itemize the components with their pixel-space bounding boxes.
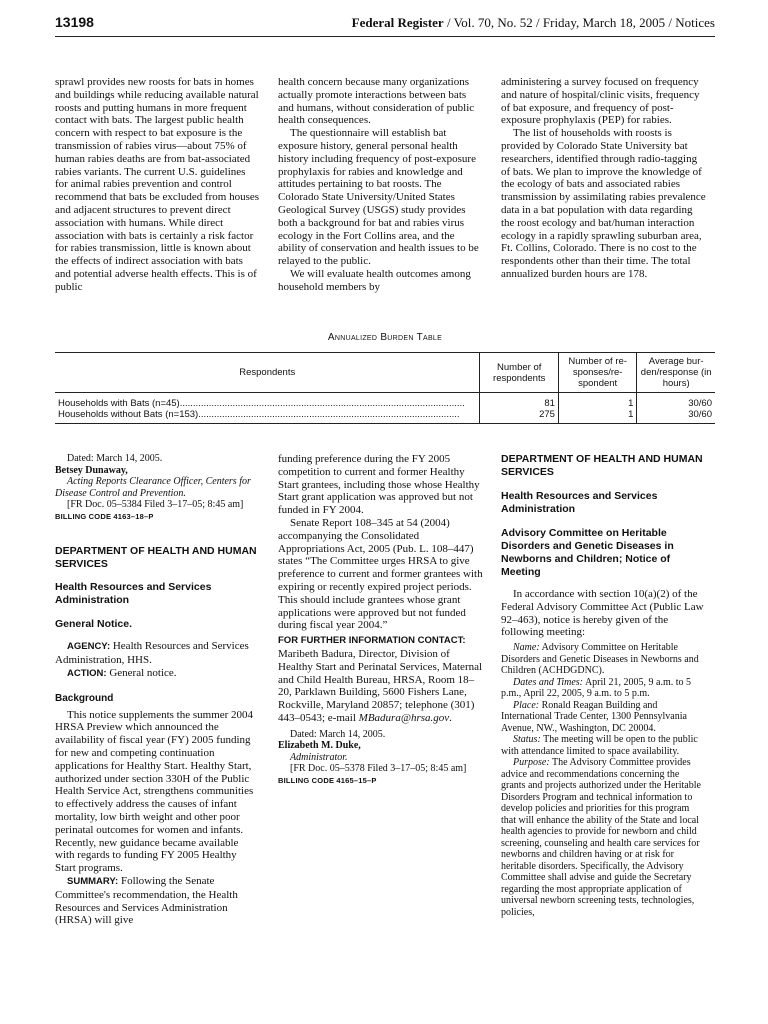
issue-details: / Vol. 70, No. 52 / Friday, March 18, 2005 / Notices (443, 15, 715, 30)
lower-column-3 (501, 453, 706, 918)
place-line: Place: Ronald Reagan Building and International Trade Center, 1300 Pennsylvania Avenue, NW., Washington, DC 20004. (501, 699, 687, 734)
paragraph: health concern because many organizations actually promote interactions between bats and humans, without consideration of public health consequences. (278, 76, 475, 127)
dated-line: Dated: March 14, 2005. (290, 728, 386, 740)
dated-line: Dated: March 14, 2005. (67, 453, 163, 464)
dates-line: Dates and Times: April 21, 2005, 9 a.m. to 5 p.m., April 22, 2005, 9 a.m. to 5 p.m. (501, 676, 692, 700)
contact-email[interactable]: MBadura@hrsa.gov (358, 711, 450, 724)
table-title: Annualized Burden Table (327, 332, 443, 343)
paragraph: Senate Report 108–345 at 54 (2004) accompanying the Consolidated Appropriations Act, 2005 (Pub. L. 108–447) states “The Committee urges HRSA to give preference to current and former grantees with expiring or recently expired project periods. This should include grantees whose grant applications were approved but not funded during fiscal year 2004.” (278, 516, 483, 632)
contact-block: FOR FURTHER INFORMATION CONTACT: Maribeth Badura, Director, Division of Healthy Start and Perinatal Services, Maternal and Child Health Bureau, HRSA, Room 18–20, Parklawn Building, 5600 Fishers Lane, Rockville, Maryland 20857; telephone (301) 443–0543; e-mail MBadura@hrsa.gov. (278, 635, 483, 724)
notice-heading: General Notice. (55, 618, 133, 631)
department-heading: DEPARTMENT OF HEALTH AND HUMAN SERVICES (55, 545, 257, 571)
burden-table (55, 352, 715, 424)
billing-code: BILLING CODE 4163–18–P (55, 511, 154, 521)
signer-name: Elizabeth M. Duke, (278, 740, 361, 752)
fr-doc: [FR Doc. 05–5384 Filed 3–17–05; 8:45 am] (67, 499, 244, 510)
lower-column-1 (55, 453, 260, 927)
fr-doc: [FR Doc. 05–5378 Filed 3–17–05; 8:45 am] (290, 763, 467, 775)
page-number: 13198 (55, 14, 94, 30)
purpose-line: Purpose: The Advisory Committee provides advice and recommendations concerning the grants and projects authorized under the Heritable Disorders Program and technical information to develop policies and priorities for this program that will enhance the ability of the State and local health agencies to provide for newborn and child screening, counseling and health care services for newborns and children having or at risk for heritable disorders. Specifically, the Advisory Committee shall advise and guide the Secretary regarding the most appropriate application of universal newborn screening tests, technologies, policies, (501, 757, 701, 918)
signer-title: Acting Reports Clearance Officer, Centers for Disease Control and Prevention. (55, 476, 251, 499)
lower-column-2 (278, 453, 483, 788)
top-column-3 (501, 76, 706, 281)
paragraph: funding preference during the FY 2005 competition to current and former Healthy Start grantees, including those whose Healthy Start grant application was approved but not funded in FY 2004. (278, 453, 480, 517)
agency-heading: Health Resources and Services Administration (55, 581, 212, 607)
table-cell: 30/60 (637, 393, 715, 410)
column-header: Number of respondents (480, 353, 558, 393)
paragraph: The questionnaire will establish bat exposure history, general personal health history including frequency of post-exposure prophylaxis for rabies and knowledge and attitudes pertaining to bat roosts. The Colorado State University/United States Geological Survey (USGS) study provides both a background for bat and rabies virus ecology in the Fort Collins area, and the ability of conservation and health issues to be relayed to the public. (278, 127, 479, 268)
paragraph: administering a survey focused on frequency and nature of hospital/clinic visits, frequency of bat exposure, and frequency of post-exposure prophylaxis (PEP) for rabies. (501, 76, 700, 127)
background-heading: Background (55, 692, 114, 704)
table-cell: 81 (480, 393, 558, 410)
column-header: Respondents (55, 353, 480, 393)
agency-line: AGENCY: Health Resources and Services Administration, HHS. (55, 640, 249, 667)
top-column-1 (55, 76, 260, 294)
table-row (55, 393, 715, 410)
page-header (55, 14, 715, 37)
status-line: Status: The meeting will be open to the public with attendance limited to space availability. (501, 734, 698, 757)
table-row (55, 409, 715, 424)
agency-heading: Health Resources and Services Administration (501, 490, 658, 515)
table-cell: Households without Bats (n=153)..... (55, 409, 480, 424)
paragraph: We will evaluate health outcomes among household members by (278, 267, 471, 293)
action-line: ACTION: General notice. (67, 666, 177, 679)
table-cell: 275 (480, 409, 558, 424)
meeting-title: Advisory Committee on Heritable Disorders and Genetic Diseases in Newborns and Children; Notice of Meeting (501, 527, 674, 578)
paragraph: This notice supplements the summer 2004 HRSA Preview which announced the availability of fiscal year (FY) 2005 funding for new and competing continuation applications for Healthy Start. Healthy Start, authorized under section 330H of the Public Health Service Act, strengthens communities to effectively address the causes of infant mortality, low birth weight and other poor perinatal outcomes for women and infants. Recently, new guidance became available with regards to funding FY 2005 Healthy Start programs. (55, 708, 254, 875)
table-cell: 30/60 (637, 409, 715, 424)
billing-code: BILLING CODE 4165–15–P (278, 775, 377, 785)
signer-name: Betsey Dunaway, (55, 464, 128, 476)
table-cell: 1 (558, 393, 636, 410)
table-cell: 1 (558, 409, 636, 424)
column-header: Number of re-sponses/re-spondent (558, 353, 636, 393)
header-title (352, 15, 715, 31)
column-header: Average bur-den/response (in hours) (637, 353, 715, 393)
top-column-2 (278, 76, 483, 294)
department-heading: DEPARTMENT OF HEALTH AND HUMAN SERVICES (501, 453, 703, 478)
table-cell: Households with Bats (n=45)..... (55, 393, 480, 410)
paragraph: sprawl provides new roosts for bats in homes and buildings while reducing available natural roosts and putting humans in more frequent contact with bats. The largest public health concern with respect to bat exposure is the transmission of rabies virus—about 75% of human rabies deaths are from bat-associated rabies variants. The current U.S. guidelines for animal rabies prevention and control recommend that bats be excluded from houses and adjacent structures to prevent direct association with humans. While direct association with bats is certainly a risk factor for rabies transmission, little is known about the effects of indirect association with bats and potential adverse health effects. This is of public (55, 76, 260, 293)
summary-line: SUMMARY: Following the Senate Committee's recommendation, the Health Resources and Services Administration (HRSA) will give (55, 875, 238, 927)
paragraph: In accordance with section 10(a)(2) of the Federal Advisory Committee Act (Public Law 92–463), notice is hereby given of the following meeting: (501, 588, 704, 639)
paragraph: The list of households with roosts is provided by Colorado State University bat researchers, identified through radio-tagging of bats. We plan to improve the knowledge of the ecology of bats and associated rabies transmission by assimilating rabies prevalence data in a bat population with data regarding the roost ecology and bat/human interaction ecology in a rapidly sprawling suburban area, Ft. Collins, Colorado. There is no cost to the respondents other than their time. The total annualized burden hours are 178. (501, 127, 706, 280)
signer-title: Administrator. (290, 751, 348, 763)
journal-name: Federal Register (351, 15, 444, 30)
name-line: Name: Advisory Committee on Heritable Disorders and Genetic Diseases in Newborns and Children (ACHDGDNC). (501, 642, 699, 677)
